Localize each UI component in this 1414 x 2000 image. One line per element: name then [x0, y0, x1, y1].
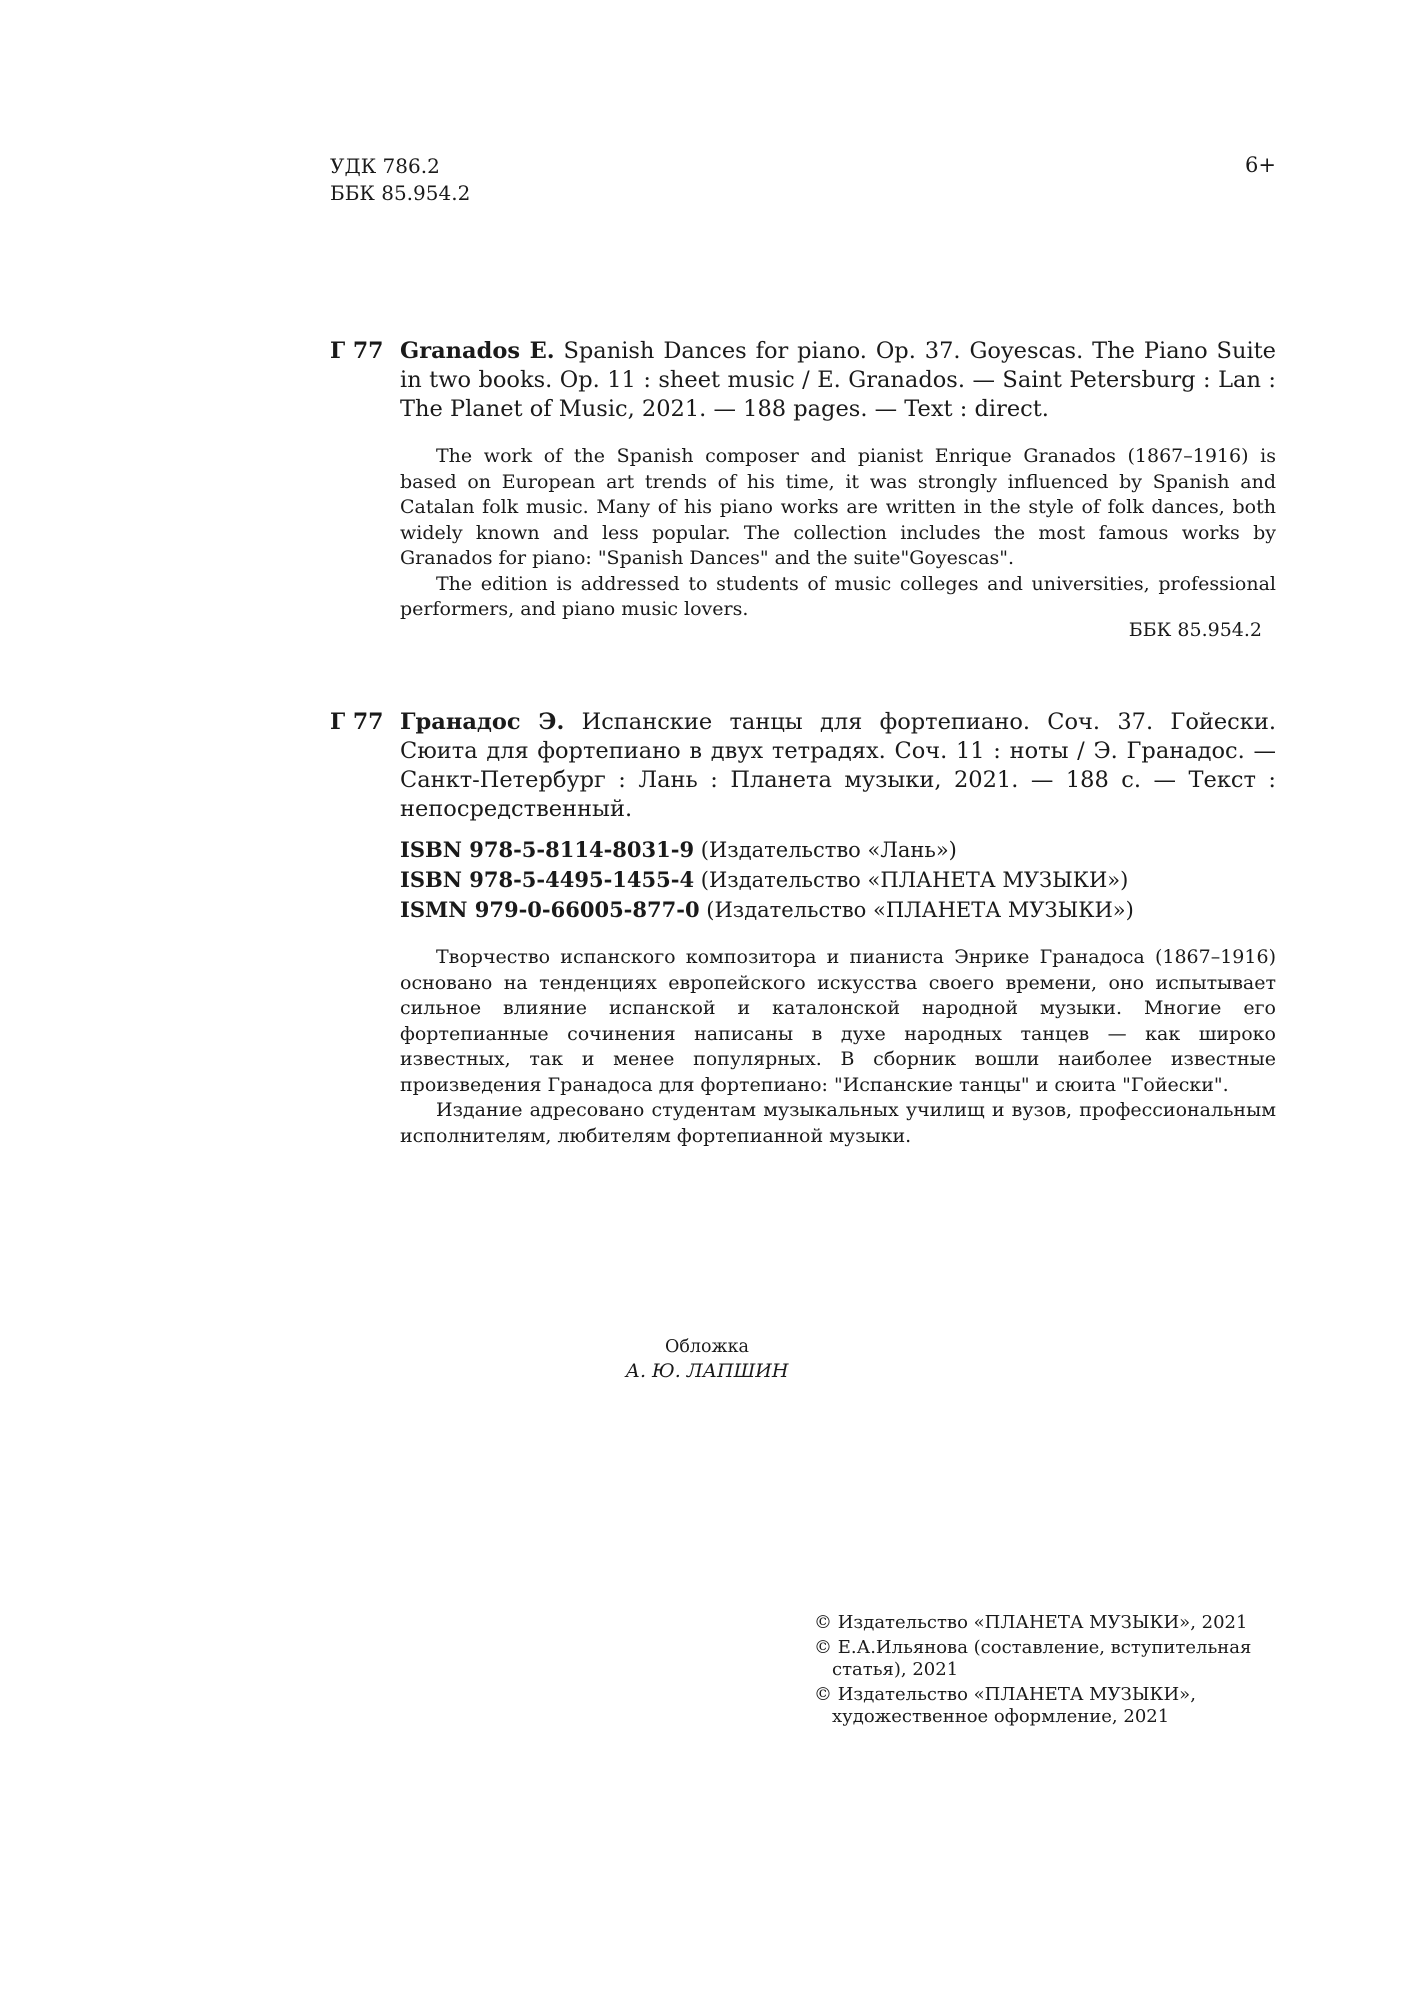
shelf-mark-english: Г 77	[330, 338, 384, 364]
classification-codes	[330, 153, 470, 207]
citation-english	[400, 337, 1276, 424]
isbn-number: ISBN 978-5-4495-1455-4	[400, 867, 695, 892]
identifier-row	[400, 895, 1134, 925]
author-english: Granados E.	[400, 338, 555, 364]
annotation-paragraph: Издание адресовано студентам музыкальных училищ и вузов, профессиональным исполнителям, любителям фортепианной музыки.	[400, 1099, 1276, 1147]
udk-code: УДК 786.2	[330, 154, 440, 178]
bbk-code-english: ББК 85.954.2	[1128, 619, 1262, 641]
publisher-name: (Издательство «ПЛАНЕТА МУЗЫКИ»)	[700, 868, 1129, 892]
copyright-line: © Е.А.Ильянова (составление, вступительная статья), 2021	[814, 1636, 1252, 1680]
annotation-paragraph: The work of the Spanish composer and pianist Enrique Granados (1867–1916) is based on European art trends of his time, it was strongly influenced by Spanish and Catalan folk music. Many of his piano works are written in the style of folk dances, both widely known and less popular. The collection includes the most famous works by Granados for piano: "Spanish Dances" and the suite"Goyescas".	[400, 445, 1276, 569]
publisher-name: (Издательство «ПЛАНЕТА МУЗЫКИ»)	[706, 898, 1134, 922]
cover-label: Обложка	[664, 1337, 749, 1357]
citation-russian	[400, 708, 1276, 824]
identifier-list	[400, 835, 1134, 925]
annotation-english	[400, 444, 1276, 623]
identifier-row	[400, 865, 1134, 895]
identifier-row	[400, 835, 1134, 865]
citation-text-english: Spanish Dances for piano. Op. 37. Goyescas. The Piano Suite in two books. Op. 11 : sheet music / E. Granados. — Saint Petersburg : Lan : The Planet of Music, 2021. — 188 pages. — Text : direct.	[400, 338, 1276, 422]
cover-credit	[0, 1335, 1414, 1383]
ismn-number: ISMN 979-0-66005-877-0	[400, 897, 700, 922]
annotation-paragraph: The edition is addressed to students of music colleges and universities, professional performers, and piano music lovers.	[400, 572, 1276, 620]
annotation-paragraph: Творчество испанского композитора и пианиста Энрике Гранадоса (1867–1916) основано на тенденциях европейского искусства своего времени, оно испытывает сильное влияние испанской и каталонской народной музыки. Многие его фортепианные сочинения написаны в духе народных танцев — как широко известных, так и менее популярных. В сборник вошли наиболее известные произведения Гранадоса для фортепиано: "Испанские танцы" и сюита "Гойески".	[400, 946, 1276, 1096]
author-russian: Гранадос Э.	[400, 709, 565, 735]
annotation-russian	[400, 945, 1276, 1149]
copyright-block	[814, 1612, 1254, 1731]
publisher-name: (Издательство «Лань»)	[700, 838, 957, 862]
bbk-code: ББК 85.954.2	[330, 181, 471, 205]
copyright-line: © Издательство «ПЛАНЕТА МУЗЫКИ», 2021	[814, 1612, 1248, 1633]
cover-designer: А. Ю. ЛАПШИН	[625, 1360, 789, 1382]
shelf-mark-russian: Г 77	[330, 709, 384, 735]
citation-text-russian: Испанские танцы для фортепиано. Соч. 37. Гойески. Сюита для фортепиано в двух тетрадях. Соч. 11 : ноты / Э. Гранадос. — Санкт-Петербург : Лань : Планета музыки, 2021. — 188 с. — Текст : непосредственный.	[400, 709, 1276, 822]
age-rating: 6+	[1245, 153, 1276, 177]
isbn-number: ISBN 978-5-8114-8031-9	[400, 837, 695, 862]
copyright-line: © Издательство «ПЛАНЕТА МУЗЫКИ», художественное оформление, 2021	[814, 1683, 1196, 1727]
